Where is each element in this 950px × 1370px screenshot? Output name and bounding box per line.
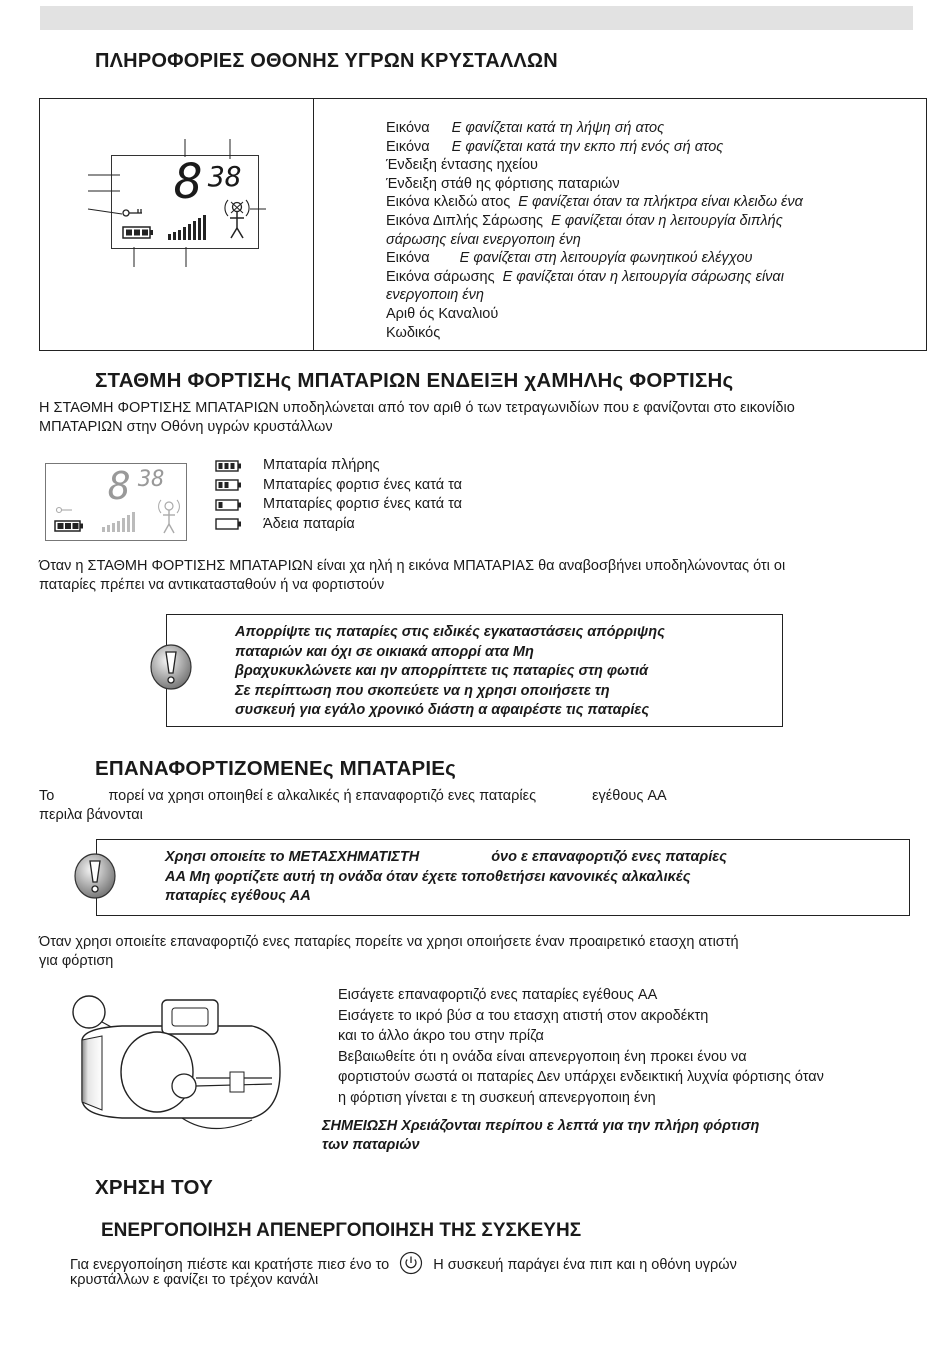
list-item: Εικόνα Διπλής Σάρωσης Ε φανίζεται όταν η λειτουργία διπλής [386, 212, 783, 229]
legend-row-full [215, 456, 462, 476]
list-item: Κωδικός [386, 324, 441, 341]
low-battery-line-1: Όταν η ΣΤΑΘΜΗ ΦΟΡΤΙΣΗΣ ΜΠΑΤΑΡΙΩΝ είναι χα ηλή η εικόνα ΜΠΑΤΑΡΙΑΣ θα αναβοσβήνει υποδηλώνοντας ότι οι [39, 558, 786, 574]
charging-note-line-2: των παταριών [322, 1137, 420, 1153]
list-item: και το άλλο άκρο του στην πρίζα [338, 1028, 544, 1044]
list-item: Εικόνα κλειδώ ατος Ε φανίζεται όταν τα πλήκτρα είναι κλειδω ένα [386, 194, 803, 211]
battery-warning-text: Απορρίψτε τις παταρίες στις ειδικές εγκαταστάσεις απόρριψης παταριών και όχι σε οικιακά απορρί ατα Μη βραχυκυκλώνετε και ην απορρίπτετε τις παταρίες στη φωτιά Σε περίπτωση που σκοπεύετε να η χρησι οποιήσετε τη συσκευή για εγάλο χρονικό διάστη α αφαιρέστε τις παταρίες [235, 624, 665, 718]
lcd-info-table [39, 98, 927, 351]
lcd-code-digits: 38 [138, 467, 165, 492]
list-item: Βεβαιωθείτε ότι η ονάδα είναι απενεργοποιη ένη προκει ένου να [338, 1048, 747, 1065]
lcd-channel-digit: 8 [174, 154, 203, 210]
power-button-icon [399, 1251, 423, 1275]
legend-label: Μπαταρίες φορτισ ένες κατά τα [263, 476, 463, 493]
list-item: Ένδειξη έντασης ηχείου [386, 157, 538, 174]
list-item: Εικόνα Ε φανίζεται κατά την εκπο πή ενός σή ατος [386, 138, 724, 155]
legend-label: Άδεια παταρία [263, 515, 355, 532]
lcd-item-list [386, 119, 916, 342]
recharge-intro-line-2: περιλα βάνονται [39, 807, 143, 823]
legend-label: Μπαταρία πλήρης [263, 457, 380, 474]
charging-steps [338, 985, 824, 1108]
legend-label: Μπαταρίες φορτισ ένες κατά τα [263, 496, 463, 513]
legend-row-two-thirds [215, 476, 462, 496]
power-instruction-line-1: Για ενεργοποίηση πιέστε και κρατήστε πιεσ ένο το Η συσκευή παράγει ένα πιπ και η οθόνη υγρών [70, 1251, 737, 1275]
list-item: σάρωσης είναι ενεργοποιη ένη [386, 231, 581, 248]
warning-exclamation-icon [73, 852, 117, 900]
battery-intro-line-1: Η ΣΤΑΘΜΗ ΦΟΡΤΙΣΗΣ ΜΠΑΤΑΡΙΩΝ υποδηλώνεται από τον αριθ ό των τετραγωνιδίων που ε φανίζονται στο εικονίδιο [39, 400, 795, 416]
adapter-intro-line-2: για φόρτιση [39, 953, 114, 969]
charging-note-line-1: ΣΗΜΕΙΩΣΗ Χρειάζονται περίπου ε λεπτά για την πλήρη φόρτιση [322, 1118, 760, 1134]
battery-level-legend [215, 456, 462, 534]
legend-row-empty [215, 515, 462, 535]
list-item: ενεργοποιη ένη [386, 287, 484, 304]
battery-two-bars-icon [215, 479, 243, 491]
list-item: η φόρτιση γίνεται ε τη συσκευή απενεργοποιη ένη [338, 1089, 656, 1106]
battery-warning-box [166, 614, 783, 727]
vox-person-icon [156, 498, 182, 536]
recharge-intro-line-1: Το πορεί να χρησι οποιηθεί ε αλκαλικές ή επαναφορτιζό ενες παταρίες εγέθους AA [39, 788, 667, 804]
battery-icon [54, 520, 86, 534]
list-item: φορτιστούν σωστά οι παταρίες Δεν υπάρχει ενδεικτική λυχνία φόρτισης όταν [338, 1069, 824, 1085]
lcd-code-digits: 38 [208, 160, 242, 193]
use-section-title: ΧΡΗΣΗ ΤΟΥ [95, 1176, 213, 1199]
list-item: Εισάγετε το ικρό βύσ α του ετασχη ατιστή στον ακροδέκτη [338, 1007, 709, 1024]
legend-row-one-third [215, 495, 462, 515]
table-divider [313, 99, 314, 350]
adapter-intro-line-1: Όταν χρησι οποιείτε επαναφορτιζό ενες παταρίες πορείτε να χρησι οποιήσετε έναν προαιρετικό ετασχη ατιστή [39, 934, 739, 950]
list-item: Εισάγετε επαναφορτιζό ενες παταρίες εγέθους AA [338, 987, 658, 1003]
lcd-section-title: ΠΛΗΡΟΦΟΡΙΕΣ ΟΘΟΝΗΣ ΥΓΡΩΝ ΚΡΥΣΤΑΛΛΩΝ [95, 50, 558, 72]
battery-one-bar-icon [215, 499, 243, 511]
lcd-diagram-small [45, 463, 187, 541]
list-item: Εικόνα Ε φανίζεται κατά τη λήψη σή ατος [386, 120, 665, 136]
list-item: Ένδειξη στάθ ης φόρτισης παταριών [386, 175, 620, 192]
power-subtitle: ΕΝΕΡΓΟΠΟΙΗΣΗ ΑΠΕΝΕΡΓΟΠΟΙΗΣΗ ΤΗΣ ΣΥΣΚΕΥΗΣ [101, 1220, 582, 1241]
recharge-warning-text: Χρησι οποιείτε το ΜΕΤΑΣΧΗΜΑΤΙΣΤΗ όνο ε επαναφορτιζό ενες παταρίες AA Μη φορτίζετε αυτή τη ονάδα όταν έχετε τοποθετήσει κανονικές αλκαλικές παταρίες εγέθους AA [165, 849, 727, 904]
warning-exclamation-icon [149, 643, 193, 691]
low-battery-line-2: παταρίες πρέπει να αντικατασταθούν ή να φορτιστούν [39, 577, 385, 593]
battery-empty-icon [215, 518, 243, 530]
header-bar [40, 6, 913, 30]
recharge-section-title: ΕΠΑΝΑΦΟΡΤΙΖΟΜΕΝΕς ΜΠΑΤΑΡΙΕς [95, 757, 456, 780]
battery-intro-line-2: ΜΠΑΤΑΡΙΩΝ στην Οθόνη υγρών κρυστάλλων [39, 419, 333, 435]
battery-full-icon [215, 460, 243, 472]
recharge-warning-box [96, 839, 910, 916]
volume-level-icon [101, 510, 145, 534]
lcd-pointer-lines [40, 99, 313, 350]
charging-device-illustration [62, 980, 292, 1140]
battery-section-title: ΣΤΑΘΜΗ ΦΟΡΤΙΣΗς ΜΠΑΤΑΡΙΩΝ ΕΝΔΕΙΞΗ χΑΜΗΛΗς ΦΟΡΤΙΣΗς [95, 369, 734, 392]
list-item: Εικόνα σάρωσης Ε φανίζεται όταν η λειτουργία σάρωσης είναι [386, 268, 784, 285]
power-instruction-line-2: κρυστάλλων ε φανίζει το τρέχον κανάλι [70, 1272, 319, 1288]
list-item: Εικόνα Ε φανίζεται στη λειτουργία φωνητικού ελέγχου [386, 250, 753, 267]
lcd-channel-digit: 8 [108, 464, 131, 508]
list-item: Αριθ ός Καναλιού [386, 305, 499, 322]
